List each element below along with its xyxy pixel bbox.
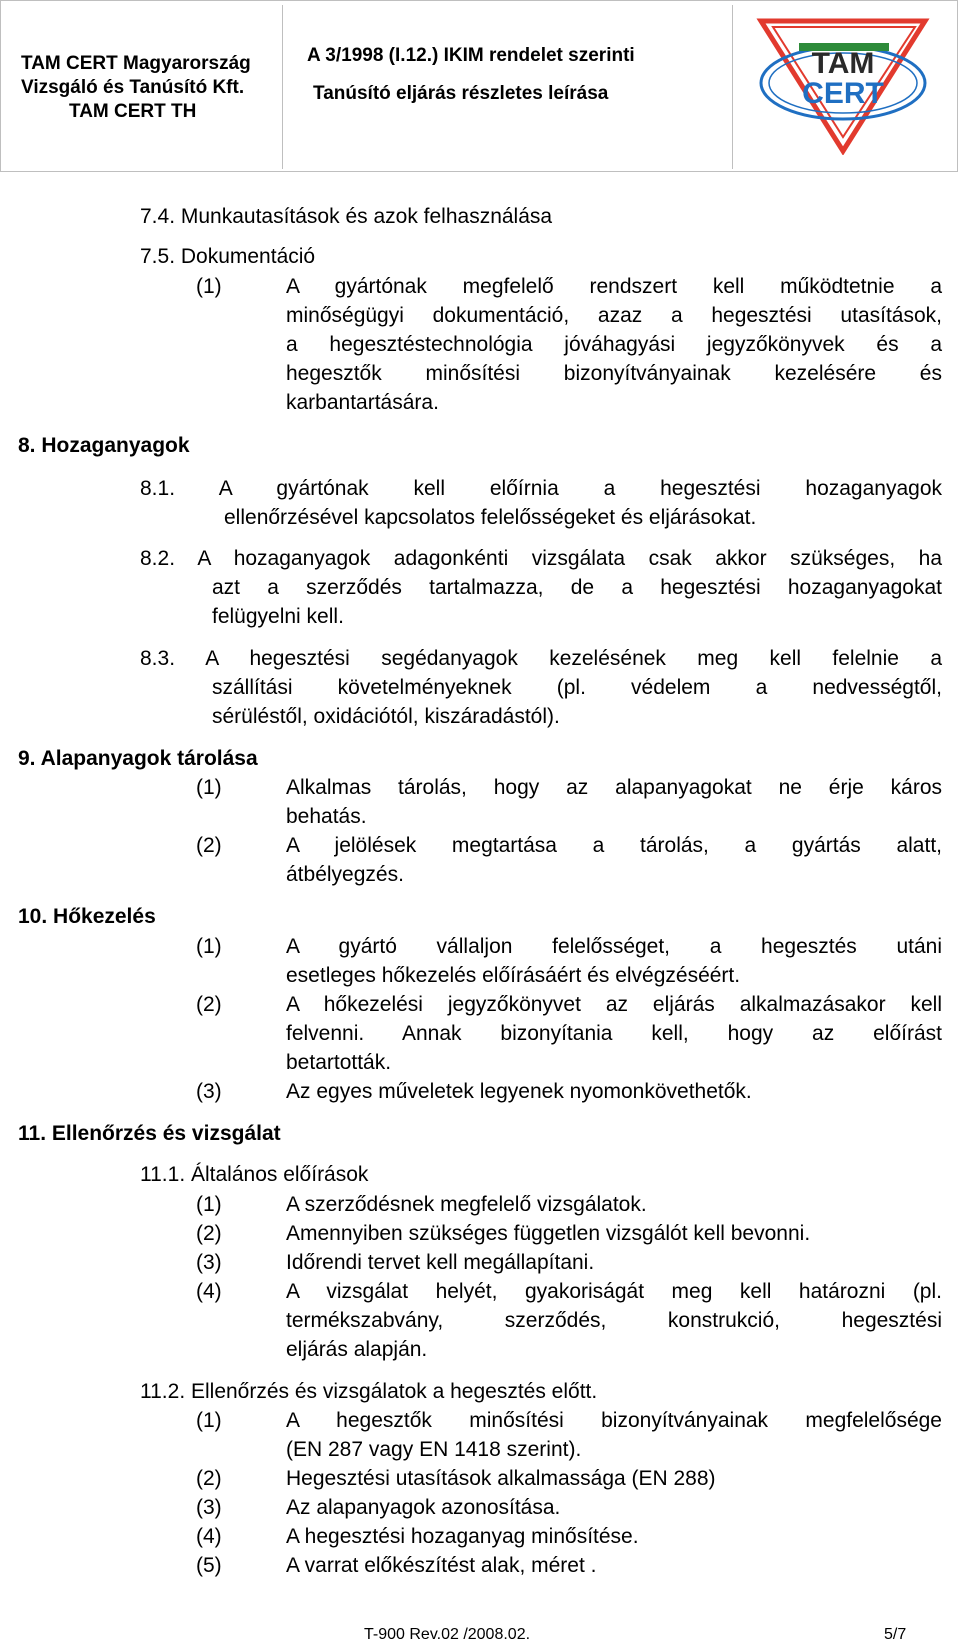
paragraph-line: termékszabvány, szerződés, konstrukció, hegesztési [286,1309,942,1332]
paragraph-line: A gyártónak megfelelő rendszert kell működtetnie a [286,275,942,298]
paragraph-line: eljárás alapján. [286,1338,428,1361]
logo-cert-text: CERT [802,77,884,110]
item-number: (1) [196,275,222,298]
org-subtitle: Vizsgáló és Tanúsító Kft. [21,77,245,98]
list-item: Időrendi tervet kell megállapítani. [286,1251,595,1274]
item-number: (4) [196,1525,222,1548]
item-number: (3) [196,1496,222,1519]
paragraph-8-3: 8.3. A hegesztési segédanyagok kezelésének meg kell felelnie a [140,647,942,670]
section-7-5: 7.5. Dokumentáció [140,245,316,268]
item-number: (1) [196,1193,222,1216]
paragraph-line: A jelölések megtartása a tárolás, a gyártás alatt, [286,834,942,857]
paragraph-8-1: 8.1. A gyártónak kell előírnia a hegesztési hozaganyagok [140,477,942,500]
list-item: Az alapanyagok azonosítása. [286,1496,561,1519]
section-7-4: 7.4. Munkautasítások és azok felhasználása [140,205,553,228]
item-number: (2) [196,1467,222,1490]
logo-tam-text: TAM [811,47,875,80]
org-name: TAM CERT Magyarország [21,53,251,74]
list-item: Amennyiben szükséges független vizsgálót kell bevonni. [286,1222,811,1245]
item-number: (1) [196,1409,222,1432]
page-header [0,0,958,172]
item-number: (5) [196,1554,222,1577]
paragraph-line: sérüléstől, oxidációtól, kiszáradástól). [212,705,560,728]
list-item: A szerződésnek megfelelő vizsgálatok. [286,1193,647,1216]
paragraph-line: behatás. [286,805,367,828]
header-document-title [285,5,733,169]
item-number: (4) [196,1280,222,1303]
item-number: (3) [196,1080,222,1103]
list-item: A vizsgálat helyét, gyakoriságát meg kell határozni (pl. [286,1280,942,1303]
item-number: (1) [196,935,222,958]
subsection-11-2: 11.2. Ellenőrzés és vizsgálatok a hegesztés előtt. [140,1380,598,1403]
paragraph-line: A hőkezelési jegyzőkönyvet az eljárás alkalmazásakor kell [286,993,942,1016]
list-item: Hegesztési utasítások alkalmassága (EN 288) [286,1467,716,1490]
tam-cert-logo [755,15,935,155]
paragraph-line: betartották. [286,1051,392,1074]
list-item: A hegesztési hozaganyag minősítése. [286,1525,639,1548]
section-9-heading: 9. Alapanyagok tárolása [18,747,258,770]
list-item: A hegesztők minősítési bizonyítványainak megfelelősége [286,1409,942,1432]
section-8-heading: 8. Hozaganyagok [18,434,190,457]
item-number: (2) [196,993,222,1016]
paragraph-line: minőségügyi dokumentáció, azaz a hegesztési utasítások, [286,304,942,327]
paragraph-line: Az egyes műveletek legyenek nyomonkövethetők. [286,1080,752,1103]
paragraph-line: Alkalmas tárolás, hogy az alapanyagokat ne érje káros [286,776,942,799]
paragraph-8-2: 8.2. A hozaganyagok adagonkénti vizsgálata csak akkor szükséges, ha [140,547,942,570]
paragraph-line: azt a szerződés tartalmazza, de a hegesztési hozaganyagokat [212,576,942,599]
org-branch: TAM CERT TH [69,101,197,122]
item-number: (1) [196,776,222,799]
paragraph-line: átbélyegzés. [286,863,404,886]
footer-doc-code: T-900 Rev.02 /2008.02. [364,1626,531,1643]
header-logo-cell [735,5,955,169]
procedure-title: Tanúsító eljárás részletes leírása [313,83,609,104]
paragraph-line: esetleges hőkezelés előírásáért és elvégzéséért. [286,964,741,987]
regulation-title: A 3/1998 (I.12.) IKIM rendelet szerinti [307,45,635,66]
item-number: (2) [196,834,222,857]
section-11-heading: 11. Ellenőrzés és vizsgálat [18,1122,281,1145]
paragraph-line: hegesztők minősítési bizonyítványainak kezelésére és [286,362,942,385]
paragraph-line: (EN 287 vagy EN 1418 szerint). [286,1438,582,1461]
paragraph-line: felvenni. Annak bizonyítania kell, hogy az előírást [286,1022,942,1045]
paragraph-line: A gyártó vállaljon felelősséget, a hegesztés utáni [286,935,942,958]
subsection-11-1: 11.1. Általános előírások [140,1163,369,1186]
paragraph-line: ellenőrzésével kapcsolatos felelősségeket és eljárásokat. [224,506,757,529]
paragraph-line: karbantartására. [286,391,439,414]
footer-page-number: 5/7 [884,1626,907,1643]
list-item: A varrat előkészítést alak, méret . [286,1554,597,1577]
header-organization [5,5,283,169]
item-number: (3) [196,1251,222,1274]
section-10-heading: 10. Hőkezelés [18,905,156,928]
paragraph-line: szállítási követelményeknek (pl. védelem a nedvességtől, [212,676,942,699]
paragraph-line: a hegesztéstechnológia jóváhagyási jegyzőkönyvek és a [286,333,942,356]
paragraph-line: felügyelni kell. [212,605,344,628]
item-number: (2) [196,1222,222,1245]
